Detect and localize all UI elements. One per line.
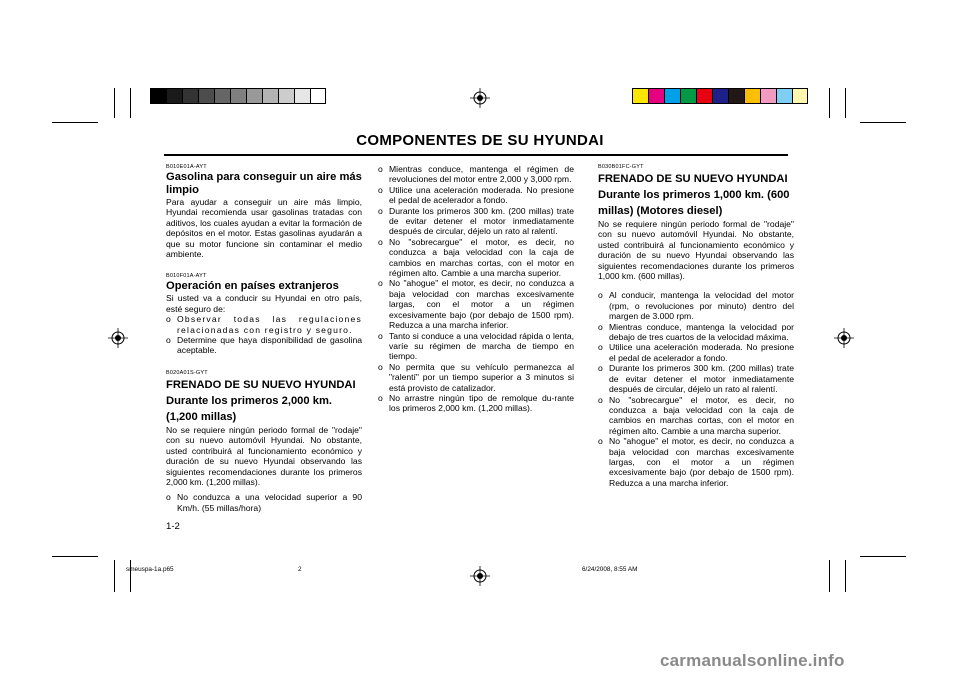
page-title: COMPONENTES DE SU HYUNDAI xyxy=(356,132,604,149)
color-swatch xyxy=(294,88,310,104)
section-heading: FRENADO DE SU NUEVO HYUNDAI Durante los primeros 1,000 km. (600 millas) (Motores diesel) xyxy=(598,173,790,217)
color-swatch xyxy=(278,88,294,104)
crop-mark xyxy=(860,122,906,123)
section-heading: Operación en países extranjeros xyxy=(166,280,339,293)
color-swatch xyxy=(696,88,712,104)
color-swatch xyxy=(230,88,246,104)
list-item: o Determine que haya disponibilidad de gasolina aceptable. xyxy=(166,335,362,356)
registration-mark-icon xyxy=(108,328,128,348)
color-swatch xyxy=(310,88,326,104)
footer-filename: smeuspa-1a.p65 xyxy=(126,566,174,573)
section-body: No se requiere ningún periodo formal de "rodaje" con su nuevo automóvil Hyundai. No obstante, usted contribuirá al funcionamiento económico y duración de su nuevo Hyundai observando las siguientes recomendaciones durante los primeros 2,000 km. (1,200 millas). xyxy=(166,424,362,487)
color-swatch xyxy=(744,88,760,104)
bullet-list xyxy=(378,164,574,414)
page-number: 1-2 xyxy=(166,521,180,532)
crop-mark xyxy=(845,88,846,118)
crop-mark xyxy=(829,560,830,592)
list-item: o Mientras conduce, mantenga el régimen de revoluciones del motor entre 2,000 y 3,000 rpm. xyxy=(378,164,574,185)
color-swatch xyxy=(728,88,744,104)
color-swatch xyxy=(632,88,648,104)
crop-mark xyxy=(52,122,98,123)
section-code: B010F01A-AYT xyxy=(166,273,207,280)
color-swatch xyxy=(792,88,808,104)
list-item: o No conduzca a una velocidad superior a 90 Km/h. (55 millas/hora) xyxy=(166,492,362,513)
color-swatch xyxy=(214,88,230,104)
column-right xyxy=(598,164,794,488)
color-swatch xyxy=(648,88,664,104)
section-code: B010E01A-AYT xyxy=(166,164,207,170)
list-item: o Observar todas las regulaciones relacionadas con registro y seguro. xyxy=(166,314,362,335)
column-left xyxy=(166,164,362,513)
section-heading: Gasolina para conseguir un aire más limpio xyxy=(166,171,362,196)
section-body: No se requiere ningún periodo formal de "rodaje" con su nuevo automóvil Hyundai. No obstante, usted contribuirá al funcionamiento económico y duración de su nuevo Hyundai observando las siguientes recomendaciones durante los primeros 1,000 km. (600 millas). xyxy=(598,219,794,282)
registration-mark-icon xyxy=(470,88,490,108)
footer-timestamp: 6/24/2008, 8:55 AM xyxy=(582,566,638,573)
crop-mark xyxy=(860,556,906,557)
list-item: o No "sobrecargue" el motor, es decir, no conduzca a baja velocidad con la caja de cambios en marchas cortas, con el motor en régimen alto. Cambie a una marcha superior. xyxy=(598,395,794,437)
section-heading: FRENADO DE SU NUEVO HYUNDAI Durante los primeros 2,000 km. (1,200 millas) xyxy=(166,378,356,423)
list-item: o No permita que su vehículo permanezca al "ralentí" por un tiempo superior a 3 minutos si está provisto de catalizador. xyxy=(378,362,574,393)
list-item: o No "ahogue" el motor, es decir, no conduzca a baja velocidad con marchas excesivamente largas, con el motor a un régimen excesivamente bajo (por debajo de 1500 rpm). Reduzca a una marcha inferior. xyxy=(598,436,794,488)
color-swatch xyxy=(664,88,680,104)
color-swatch xyxy=(198,88,214,104)
list-item: o No "ahogue" el motor, es decir, no conduzca a baja velocidad con marchas excesivamente largas, con el motor a un régimen excesivamente bajo (por debajo de 1500 rpm). Reduzca a una marcha inferior. xyxy=(378,278,574,330)
list-item: o Durante los primeros 300 km. (200 millas) trate de evitar detener el motor inmediatamente después de circular, déjelo un rato al ralentí. xyxy=(378,206,574,237)
color-swatch xyxy=(246,88,262,104)
crop-mark xyxy=(845,560,846,592)
color-swatch xyxy=(680,88,696,104)
footer-page: 2 xyxy=(298,566,302,573)
color-swatch xyxy=(262,88,278,104)
list-item: o Durante los primeros 300 km. (200 millas) trate de evitar detener el motor inmediatamente después de circular, déjelo un rato al ralentí. xyxy=(598,363,794,394)
color-swatch xyxy=(776,88,792,104)
color-swatch xyxy=(712,88,728,104)
crop-mark xyxy=(114,88,115,118)
section-body: Si usted va a conducir su Hyundai en otro país, esté seguro de: xyxy=(166,293,362,314)
column-middle xyxy=(378,164,574,414)
list-item: o No "sobrecargue" el motor, es decir, no conduzca a baja velocidad con la caja de cambios en marchas cortas, con el motor en régimen alto. Cambie a una marcha superior. xyxy=(378,237,574,279)
watermark-link[interactable]: carmanualsonline.info xyxy=(660,651,845,670)
registration-mark-icon xyxy=(834,328,854,348)
list-item: o Tanto si conduce a una velocidad rápida o lenta, varíe su régimen de marcha de tiempo en tiempo. xyxy=(378,331,574,362)
crop-mark xyxy=(130,88,131,118)
registration-mark-icon xyxy=(470,566,490,586)
section-code: B020A01S-GYT xyxy=(166,369,208,376)
color-calibration-bar xyxy=(632,88,808,104)
color-swatch xyxy=(150,88,166,104)
crop-mark xyxy=(52,556,98,557)
list-item: o Utilice una aceleración moderada. No presione el pedal de acelerador a fondo. xyxy=(378,185,574,206)
bullet-list xyxy=(166,314,362,356)
color-swatch xyxy=(182,88,198,104)
list-item: o No arrastre ningún tipo de remolque du-rante los primeros 2,000 km. (1,200 millas). xyxy=(378,393,574,414)
gray-calibration-bar xyxy=(150,88,326,104)
list-item: o Utilice una aceleración moderada. No presione el pedal de acelerador a fondo. xyxy=(598,342,794,363)
crop-mark xyxy=(130,560,131,592)
crop-mark xyxy=(114,560,115,592)
section-code: B030B01FC-GYT xyxy=(598,164,644,170)
bullet-list xyxy=(166,492,362,513)
header-divider xyxy=(164,154,788,156)
list-item: o Al conducir, mantenga la velocidad del motor (rpm, o revoluciones por minuto) dentro del margen de 3.000 rpm. xyxy=(598,290,794,321)
list-item: o Mientras conduce, mantenga la velocidad por debajo de tres cuartos de la velocidad máxima. xyxy=(598,322,794,343)
color-swatch xyxy=(760,88,776,104)
crop-mark xyxy=(829,88,830,118)
bullet-list xyxy=(598,290,794,488)
color-swatch xyxy=(166,88,182,104)
section-body: Para ayudar a conseguir un aire más limpio, Hyundai recomienda usar gasolinas tratadas con aditivos, los cuales ayudan a evitar la formación de depósitos en el motor. Estas gasolinas ayudarán a que su motor funcione sin contaminar el medio ambiente. xyxy=(166,197,362,260)
